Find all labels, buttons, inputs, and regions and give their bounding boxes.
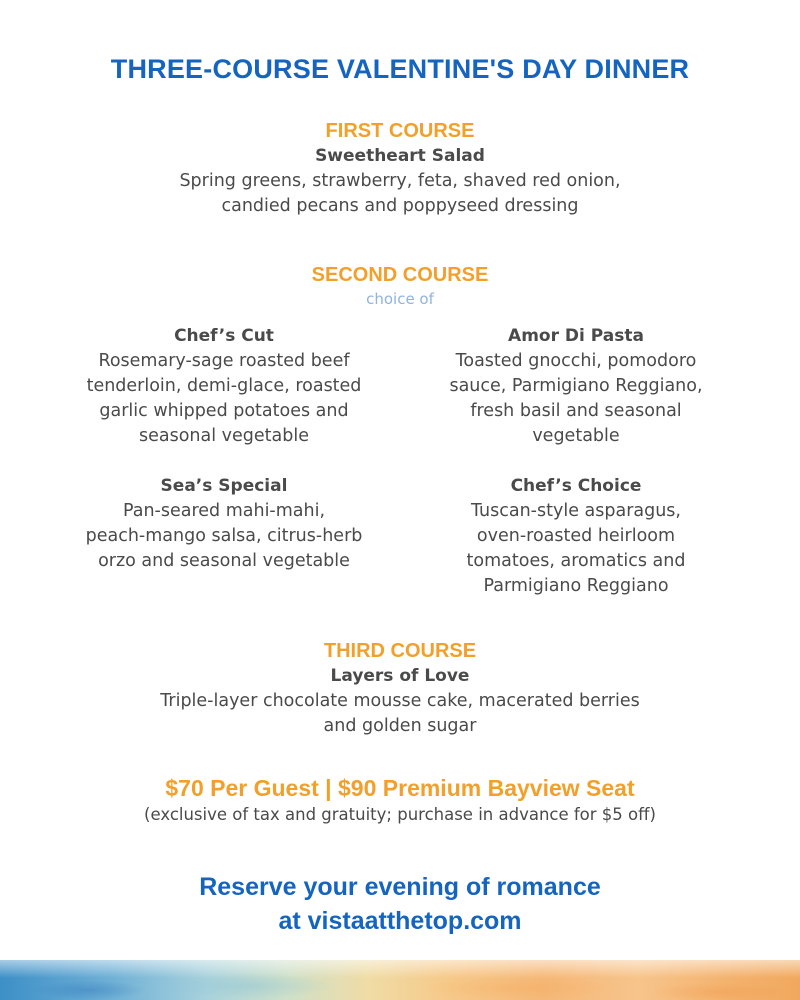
- price-line: $70 Per Guest | $90 Premium Bayview Seat: [165, 775, 635, 801]
- menu-title: THREE-COURSE VALENTINE'S DAY DINNER: [110, 54, 690, 84]
- third-course-section: [0, 638, 800, 739]
- watercolor-footer-band: [0, 960, 800, 1000]
- first-course-section: [0, 118, 800, 219]
- option-dish-description: Pan-seared mahi-mahi, peach-mango salsa, citrus-herb orzo and seasonal vegetable: [85, 501, 363, 571]
- second-course-header: [0, 262, 800, 310]
- choice-of-label: choice of: [366, 290, 434, 308]
- third-course-dish-description: Triple-layer chocolate mousse cake, macerated berries and golden sugar: [160, 691, 640, 736]
- second-course-option-amor-di-pasta: [406, 324, 746, 449]
- first-course-heading: FIRST COURSE: [325, 120, 475, 142]
- pricing-note: (exclusive of tax and gratuity; purchase in advance for $5 off): [144, 805, 656, 824]
- second-course-option-chefs-cut: [54, 324, 394, 449]
- option-dish-name: Chef’s Cut: [174, 326, 274, 346]
- option-dish-description: Toasted gnocchi, pomodoro sauce, Parmigiano Reggiano, fresh basil and seasonal vegetable: [449, 351, 703, 446]
- third-course-heading: THIRD COURSE: [323, 640, 477, 662]
- option-dish-description: Rosemary-sage roasted beef tenderloin, demi-glace, roasted garlic whipped potatoes and seasonal vegetable: [86, 351, 362, 446]
- option-dish-description: Tuscan-style asparagus, oven-roasted heirloom tomatoes, aromatics and Parmigiano Reggiano: [466, 501, 686, 596]
- third-course-dish-name: Layers of Love: [330, 666, 470, 686]
- second-course-option-chefs-choice: [406, 474, 746, 599]
- reservation-cta: [0, 870, 800, 938]
- option-dish-name: Chef’s Choice: [510, 476, 642, 496]
- first-course-dish-name: Sweetheart Salad: [315, 146, 485, 166]
- cta-website-link[interactable]: at vistaatthetop.com: [278, 907, 522, 935]
- pricing-section: [0, 773, 800, 827]
- option-dish-name: Sea’s Special: [160, 476, 288, 496]
- second-course-option-seas-special: [54, 474, 394, 574]
- option-dish-name: Amor Di Pasta: [508, 326, 644, 346]
- cta-line-1: Reserve your evening of romance: [199, 873, 601, 901]
- second-course-heading: SECOND COURSE: [311, 264, 489, 286]
- first-course-dish-description: Spring greens, strawberry, feta, shaved red onion, candied pecans and poppyseed dressing: [179, 171, 621, 216]
